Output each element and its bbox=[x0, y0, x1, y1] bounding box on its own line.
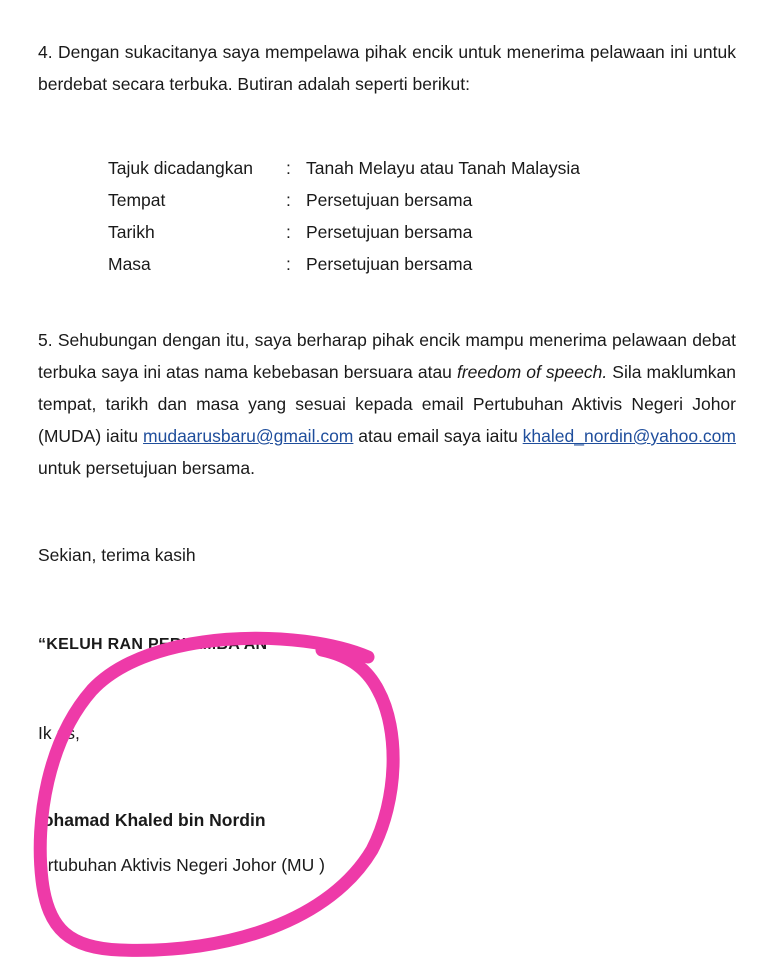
sign-off-text: Ik as, bbox=[38, 723, 80, 743]
details-label: Tarikh bbox=[108, 222, 155, 242]
details-row-venue bbox=[108, 184, 580, 216]
details-table bbox=[108, 152, 580, 280]
details-row-topic bbox=[108, 152, 580, 184]
details-colon: : bbox=[286, 254, 291, 274]
details-value: Persetujuan bersama bbox=[306, 254, 473, 274]
details-row-time bbox=[108, 248, 580, 280]
details-label: Tempat bbox=[108, 190, 166, 210]
details-label: Masa bbox=[108, 254, 151, 274]
details-label: Tajuk dicadangkan bbox=[108, 158, 253, 178]
paragraph-5-part-2: Sila maklumkan tempat, tarikh dan masa yang sesuai kepada email Pertubuhan Aktivis Negeri Johor (MUDA) iaitu bbox=[38, 362, 736, 446]
paragraph-5-part-3: atau email saya iaitu bbox=[353, 426, 523, 446]
closing-text: Sekian, terima kasih bbox=[38, 545, 196, 565]
email-link-muda[interactable]: mudaarusbaru@gmail.com bbox=[143, 426, 354, 446]
pink-circle-stroke bbox=[40, 638, 393, 950]
signatory-name: lohamad Khaled bin Nordin bbox=[38, 810, 266, 830]
paragraph-4 bbox=[38, 36, 736, 100]
signatory-organization: ertubuhan Aktivis Negeri Johor (MU ) bbox=[38, 855, 325, 875]
details-colon: : bbox=[286, 222, 291, 242]
details-colon: : bbox=[286, 158, 291, 178]
paragraph-5-italic: freedom of speech. bbox=[456, 362, 608, 382]
paragraph-5-part-1: 5. Sehubungan dengan itu, saya berharap pihak encik mampu menerima pelawaan debat terbuka saya ini atas nama kebebasan bersuara atau bbox=[38, 330, 736, 382]
details-value: Tanah Melayu atau Tanah Malaysia bbox=[306, 158, 581, 178]
paragraph-4-text: 4. Dengan sukacitanya saya mempelawa pihak encik untuk menerima pelawaan ini untuk berdebat secara terbuka. Butiran adalah seperti berikut: bbox=[38, 42, 736, 94]
details-value: Persetujuan bersama bbox=[306, 222, 473, 242]
paragraph-5 bbox=[38, 324, 736, 484]
details-value: Persetujuan bersama bbox=[306, 190, 473, 210]
motto-text: “KELUH RAN PERLEMBA AN” bbox=[38, 636, 276, 653]
email-link-khaled[interactable]: khaled_nordin@yahoo.com bbox=[522, 426, 736, 446]
paragraph-5-part-4: untuk persetujuan bersama. bbox=[38, 458, 255, 478]
details-colon: : bbox=[286, 190, 291, 210]
details-row-date bbox=[108, 216, 580, 248]
